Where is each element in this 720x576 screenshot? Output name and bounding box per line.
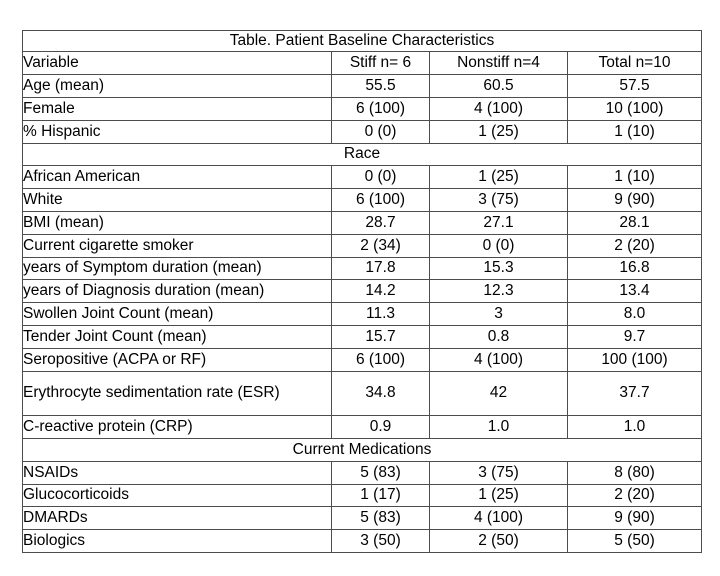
cell-value: 1 (17) [332, 484, 430, 507]
row-label: Swollen Joint Count (mean) [23, 303, 332, 326]
table-row [23, 211, 702, 234]
cell-value: 6 (100) [332, 348, 430, 371]
table-row [23, 461, 702, 484]
header-row [23, 52, 702, 75]
row-label: Glucocorticoids [23, 484, 332, 507]
table-row [23, 166, 702, 189]
cell-value: 27.1 [430, 211, 568, 234]
row-label: Female [23, 97, 332, 120]
cell-value: 9.7 [568, 325, 702, 348]
row-label: Erythrocyte sedimentation rate (ESR) [23, 371, 332, 416]
cell-value: 9 (90) [568, 507, 702, 530]
table-row [23, 120, 702, 143]
cell-value: 9 (90) [568, 189, 702, 212]
table-row [23, 348, 702, 371]
cell-value: 34.8 [332, 371, 430, 416]
cell-value: 5 (50) [568, 530, 702, 553]
cell-value: 42 [430, 371, 568, 416]
section-label: Race [23, 143, 702, 166]
section-label: Current Medications [23, 438, 702, 461]
cell-value: 57.5 [568, 75, 702, 98]
section-row [23, 438, 702, 461]
row-label: years of Symptom duration (mean) [23, 257, 332, 280]
row-label: Biologics [23, 530, 332, 553]
column-header-variable: Variable [23, 52, 332, 75]
table-row [23, 257, 702, 280]
cell-value: 8.0 [568, 303, 702, 326]
row-label: Seropositive (ACPA or RF) [23, 348, 332, 371]
cell-value: 11.3 [332, 303, 430, 326]
table-row [23, 507, 702, 530]
cell-value: 5 (83) [332, 461, 430, 484]
cell-value: 15.3 [430, 257, 568, 280]
cell-value: 4 (100) [430, 507, 568, 530]
table-row [23, 325, 702, 348]
cell-value: 0 (0) [332, 166, 430, 189]
cell-value: 2 (20) [568, 484, 702, 507]
table-row [23, 234, 702, 257]
cell-value: 1 (25) [430, 120, 568, 143]
column-header-stiff: Stiff n= 6 [332, 52, 430, 75]
cell-value: 37.7 [568, 371, 702, 416]
cell-value: 1 (10) [568, 166, 702, 189]
cell-value: 12.3 [430, 280, 568, 303]
cell-value: 0 (0) [332, 120, 430, 143]
row-label: Age (mean) [23, 75, 332, 98]
cell-value: 100 (100) [568, 348, 702, 371]
cell-value: 3 [430, 303, 568, 326]
cell-value: 6 (100) [332, 189, 430, 212]
row-label: years of Diagnosis duration (mean) [23, 280, 332, 303]
cell-value: 5 (83) [332, 507, 430, 530]
cell-value: 0.8 [430, 325, 568, 348]
cell-value: 6 (100) [332, 97, 430, 120]
cell-value: 1 (25) [430, 166, 568, 189]
cell-value: 60.5 [430, 75, 568, 98]
row-label: Tender Joint Count (mean) [23, 325, 332, 348]
row-label: White [23, 189, 332, 212]
table-row [23, 416, 702, 439]
cell-value: 1.0 [430, 416, 568, 439]
cell-value: 13.4 [568, 280, 702, 303]
cell-value: 1 (25) [430, 484, 568, 507]
row-label: NSAIDs [23, 461, 332, 484]
table-body [23, 31, 702, 553]
row-label: Current cigarette smoker [23, 234, 332, 257]
table-row [23, 75, 702, 98]
cell-value: 17.8 [332, 257, 430, 280]
title-row [23, 31, 702, 52]
cell-value: 10 (100) [568, 97, 702, 120]
table-row [23, 530, 702, 553]
row-label: C-reactive protein (CRP) [23, 416, 332, 439]
column-header-total: Total n=10 [568, 52, 702, 75]
table-row [23, 303, 702, 326]
cell-value: 2 (34) [332, 234, 430, 257]
cell-value: 4 (100) [430, 348, 568, 371]
row-label: African American [23, 166, 332, 189]
cell-value: 1.0 [568, 416, 702, 439]
table-row [23, 484, 702, 507]
cell-value: 3 (75) [430, 189, 568, 212]
cell-value: 4 (100) [430, 97, 568, 120]
table-row [23, 97, 702, 120]
table-row [23, 280, 702, 303]
cell-value: 28.1 [568, 211, 702, 234]
cell-value: 0 (0) [430, 234, 568, 257]
section-row [23, 143, 702, 166]
baseline-characteristics-table [22, 30, 702, 553]
table-row [23, 371, 702, 416]
cell-value: 3 (50) [332, 530, 430, 553]
cell-value: 2 (50) [430, 530, 568, 553]
cell-value: 0.9 [332, 416, 430, 439]
cell-value: 8 (80) [568, 461, 702, 484]
table-title: Table. Patient Baseline Characteristics [23, 31, 702, 52]
cell-value: 14.2 [332, 280, 430, 303]
cell-value: 1 (10) [568, 120, 702, 143]
cell-value: 2 (20) [568, 234, 702, 257]
row-label: DMARDs [23, 507, 332, 530]
cell-value: 55.5 [332, 75, 430, 98]
row-label: % Hispanic [23, 120, 332, 143]
cell-value: 28.7 [332, 211, 430, 234]
cell-value: 3 (75) [430, 461, 568, 484]
column-header-nonstiff: Nonstiff n=4 [430, 52, 568, 75]
cell-value: 16.8 [568, 257, 702, 280]
row-label: BMI (mean) [23, 211, 332, 234]
cell-value: 15.7 [332, 325, 430, 348]
table-row [23, 189, 702, 212]
